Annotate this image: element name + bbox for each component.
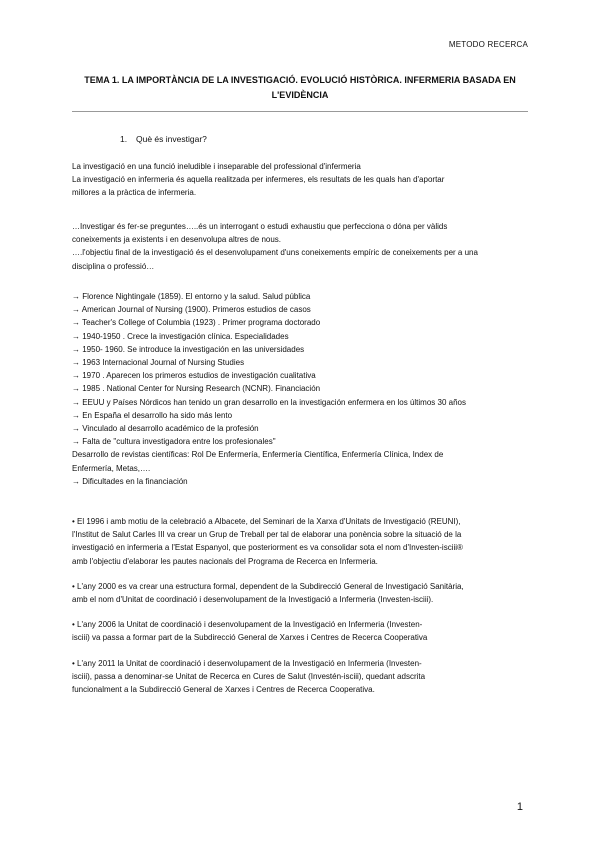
timeline-item: → 1963 Internacional Journal of Nursing Studies — [72, 358, 245, 368]
text-line: • L'any 2011 la Unitat de coordinació i desenvolupament de la Investigació en Infermeria (Investen- — [72, 658, 422, 668]
text-line: isciii) va passa a formar part de la Subdirecció General de Xarxes i Centres de Recerca Cooperativa — [72, 633, 428, 643]
bullet-item — [72, 618, 528, 644]
text-line: disciplina o professió… — [72, 261, 155, 271]
timeline-item: → Florence Nightingale (1859). El entorno y la salud. Salud pública — [72, 292, 311, 301]
text-line: …Investigar és fer-se preguntes…..és un interrogant o estudi exhaustiu que perfecciona o dóna per vàlids — [72, 222, 448, 231]
text-line: • El 1996 i amb motiu de la celebració a Albacete, del Seminari de la Xarxa d'Unitats de Investigació (REUNI), — [72, 517, 461, 526]
bullet-item — [72, 657, 528, 697]
section-heading — [120, 134, 207, 144]
title-line-2: L'EVIDÈNCIA — [271, 90, 329, 100]
timeline-item: → 1950- 1960. Se introduce la investigación en las universidades — [72, 344, 305, 354]
text-line: investigació en infermeria a l'Estat Espanyol, que posteriorment es va consolidar sota el nom d'Investen-isciii® — [72, 543, 463, 553]
section-title: Què és investigar? — [136, 134, 207, 144]
text-line: millores a la pràctica de infermeria. — [72, 188, 197, 198]
text-line: l'Institut de Salut Carles III va crear un Grup de Treball per tal de elaborar una ponència sobre la situació de la — [72, 530, 462, 540]
text-line: La investigació en una funció ineludible i inseparable del professional d'infermeria — [72, 162, 361, 171]
timeline-item: Enfermería, Metas,…. — [72, 463, 151, 473]
paragraph-investigar — [72, 220, 528, 273]
text-line: isciii), passa a denominar-se Unitat de Recerca en Cures de Salut (Investén-isciii), quedant adscrita — [72, 671, 426, 681]
text-line: ….l'objectiu final de la investigació és el desenvolupament d'uns coneixements empíric de coneixements per a una — [72, 248, 478, 258]
text-line: La investigació en infermeria és aquella realitzada per infermeres, els resultats de les quals han d'aportar — [72, 175, 445, 185]
text-line: coneixements ja existents i en desenvolupa altres de nous. — [72, 235, 282, 245]
timeline-item: → Dificultades en la financiación — [72, 476, 188, 486]
timeline-item: → En España el desarrollo ha sido más lento — [72, 410, 233, 420]
running-header: METODO RECERCA — [448, 40, 528, 49]
bullet-item — [72, 515, 528, 568]
text-line: amb el nom d'Unitat de coordinació i desenvolupament de la Investigació a Infermeria (Investen-isciii). — [72, 595, 434, 605]
page-number: 1 — [516, 801, 523, 813]
document-title — [72, 73, 528, 103]
timeline-item: Desarrollo de revistas científicas: Rol De Enfermería, Enfermería Científica, Enfermería Clínica, Index de — [72, 450, 444, 460]
bullet-item — [72, 580, 528, 606]
timeline-item: → American Journal of Nursing (1900). Primeros estudios de casos — [72, 305, 311, 315]
paragraph-definition — [72, 160, 528, 200]
timeline-item: → 1985 . National Center for Nursing Research (NCNR). Financiación — [72, 384, 321, 394]
timeline-item: → Teacher's College of Columbia (1923) . Primer programa doctorado — [72, 318, 321, 328]
timeline-item: → 1970 . Aparecen los primeros estudios de investigación cualitativa — [72, 371, 316, 381]
timeline-item: → Falta de "cultura investigadora entre los profesionales" — [72, 437, 276, 447]
timeline-item: → 1940-1950 . Crece la investigación clínica. Especialidades — [72, 331, 289, 341]
timeline-item: → EEUU y Países Nórdicos han tenido un gran desarrollo en la investigación enfermera en los últimos 30 años — [72, 397, 466, 407]
history-timeline — [72, 290, 528, 488]
text-line: • L'any 2006 la Unitat de coordinació i desenvolupament de la Investigació en Infermeria (Investen- — [72, 620, 423, 630]
title-line-1: TEMA 1. LA IMPORTÀNCIA DE LA INVESTIGACIÓ. EVOLUCIÓ HISTÒRICA. INFERMERIA BASADA EN — [84, 75, 516, 85]
timeline-item: → Vinculado al desarrollo académico de la profesión — [72, 424, 259, 434]
bullet-list — [72, 515, 528, 708]
text-line: • L'any 2000 es va crear una estructura formal, dependent de la Subdirecció General de Investigació Sanitària, — [72, 581, 464, 591]
section-number: 1. — [120, 134, 128, 144]
text-line: amb l'objectiu d'elaborar les pautes nacionals del Programa de Recerca en Infermeria. — [72, 556, 378, 566]
title-divider — [72, 111, 528, 112]
text-line: funcionalment a la Subdirecció General de Xarxes i Centres de Recerca Cooperativa. — [72, 685, 375, 695]
